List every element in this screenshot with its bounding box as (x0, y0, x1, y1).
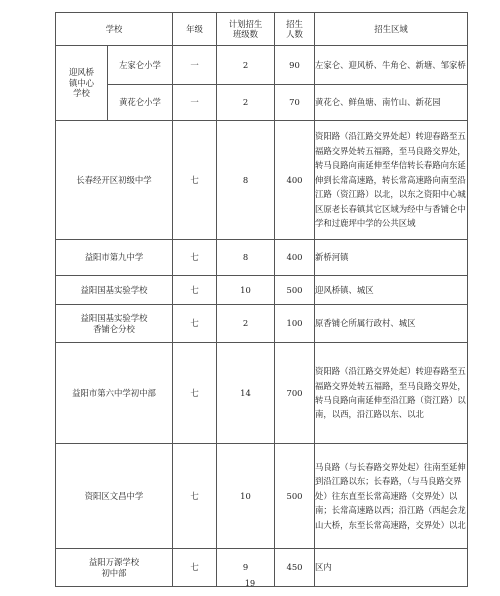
grade-cell: 七 (173, 121, 217, 240)
grade-cell: 七 (173, 549, 217, 587)
header-area: 招生区域 (315, 13, 468, 46)
grade-cell: 七 (173, 276, 217, 305)
area-cell: 马良路（与长春路交界处起）往南至延伸到沿江路以东；长春路，（与马良路交界处）往东直至长常高速路（交界处）以南；长常高速路以西；沿江路（西起会龙山大桥，东至长常高速路，交界处）以北 (315, 444, 468, 549)
area-cell: 黄花仑、鲜鱼塘、南竹山、新花园 (315, 85, 468, 121)
grade-cell: 七 (173, 343, 217, 444)
area-cell: 新桥河镇 (315, 240, 468, 276)
count-cell: 500 (275, 444, 315, 549)
count-cell: 400 (275, 240, 315, 276)
school-name: 黄花仑小学 (108, 85, 173, 121)
classes-cell: 10 (217, 444, 275, 549)
school-name: 左家仑小学 (108, 46, 173, 85)
classes-cell: 2 (217, 46, 275, 85)
table-row (56, 121, 468, 240)
area-cell: 资阳路（沿江路交界处起）转迎春路至五福路交界处转五福路，至马良路交界处，转马良路向南延伸至沿江路（资江路）以南，以西，沿江路以东、以北 (315, 343, 468, 444)
grade-cell: 七 (173, 305, 217, 343)
school-name: 益阳国基实验学校 香铺仑分校 (56, 305, 173, 343)
classes-cell: 9 (217, 549, 275, 587)
area-cell: 迎风桥镇、城区 (315, 276, 468, 305)
header-grade: 年级 (173, 13, 217, 46)
grade-cell: 一 (173, 85, 217, 121)
header-enrollment: 招生 人数 (275, 13, 315, 46)
table-header-row (56, 13, 468, 46)
classes-cell: 14 (217, 343, 275, 444)
table-row (56, 444, 468, 549)
school-name: 资阳区文昌中学 (56, 444, 173, 549)
area-cell: 原香铺仑所属行政村、城区 (315, 305, 468, 343)
count-cell: 100 (275, 305, 315, 343)
classes-cell: 2 (217, 85, 275, 121)
grade-cell: 七 (173, 240, 217, 276)
count-cell: 70 (275, 85, 315, 121)
count-cell: 400 (275, 121, 315, 240)
table-row (56, 85, 468, 121)
header-planned-classes: 计划招生 班级数 (217, 13, 275, 46)
table-row (56, 46, 468, 85)
school-name: 益阳国基实验学校 (56, 276, 173, 305)
classes-cell: 8 (217, 240, 275, 276)
school-name: 益阳万源学校 初中部 (56, 549, 173, 587)
grade-cell: 一 (173, 46, 217, 85)
table-row (56, 305, 468, 343)
area-cell: 区内 (315, 549, 468, 587)
count-cell: 90 (275, 46, 315, 85)
area-cell: 左家仑、迎风桥、牛角仑、新塘、邹家桥 (315, 46, 468, 85)
group-school-name: 迎风桥 镇中心 学校 (56, 46, 108, 121)
page-number: 19 (244, 579, 256, 588)
classes-cell: 2 (217, 305, 275, 343)
count-cell: 500 (275, 276, 315, 305)
table-row (56, 343, 468, 444)
classes-cell: 8 (217, 121, 275, 240)
grade-cell: 七 (173, 444, 217, 549)
school-name: 益阳市第六中学初中部 (56, 343, 173, 444)
enrollment-table (55, 12, 468, 587)
header-school: 学校 (56, 13, 173, 46)
classes-cell: 10 (217, 276, 275, 305)
table-row (56, 276, 468, 305)
count-cell: 450 (275, 549, 315, 587)
table-row (56, 240, 468, 276)
count-cell: 700 (275, 343, 315, 444)
area-cell: 资阳路（沿江路交界处起）转迎春路至五福路交界处转五福路，至马良路交界处，转马良路向南延伸至华信转长春路向东延伸到长常高速路，转长常高速路向南至沿江路（资江路）以北，以东之资阳中心城区原老长春镇其它区域为经中与香铺仑中学和过鹿坪中学的公共区域 (315, 121, 468, 240)
school-name: 益阳市第九中学 (56, 240, 173, 276)
school-name: 长春经开区初级中学 (56, 121, 173, 240)
